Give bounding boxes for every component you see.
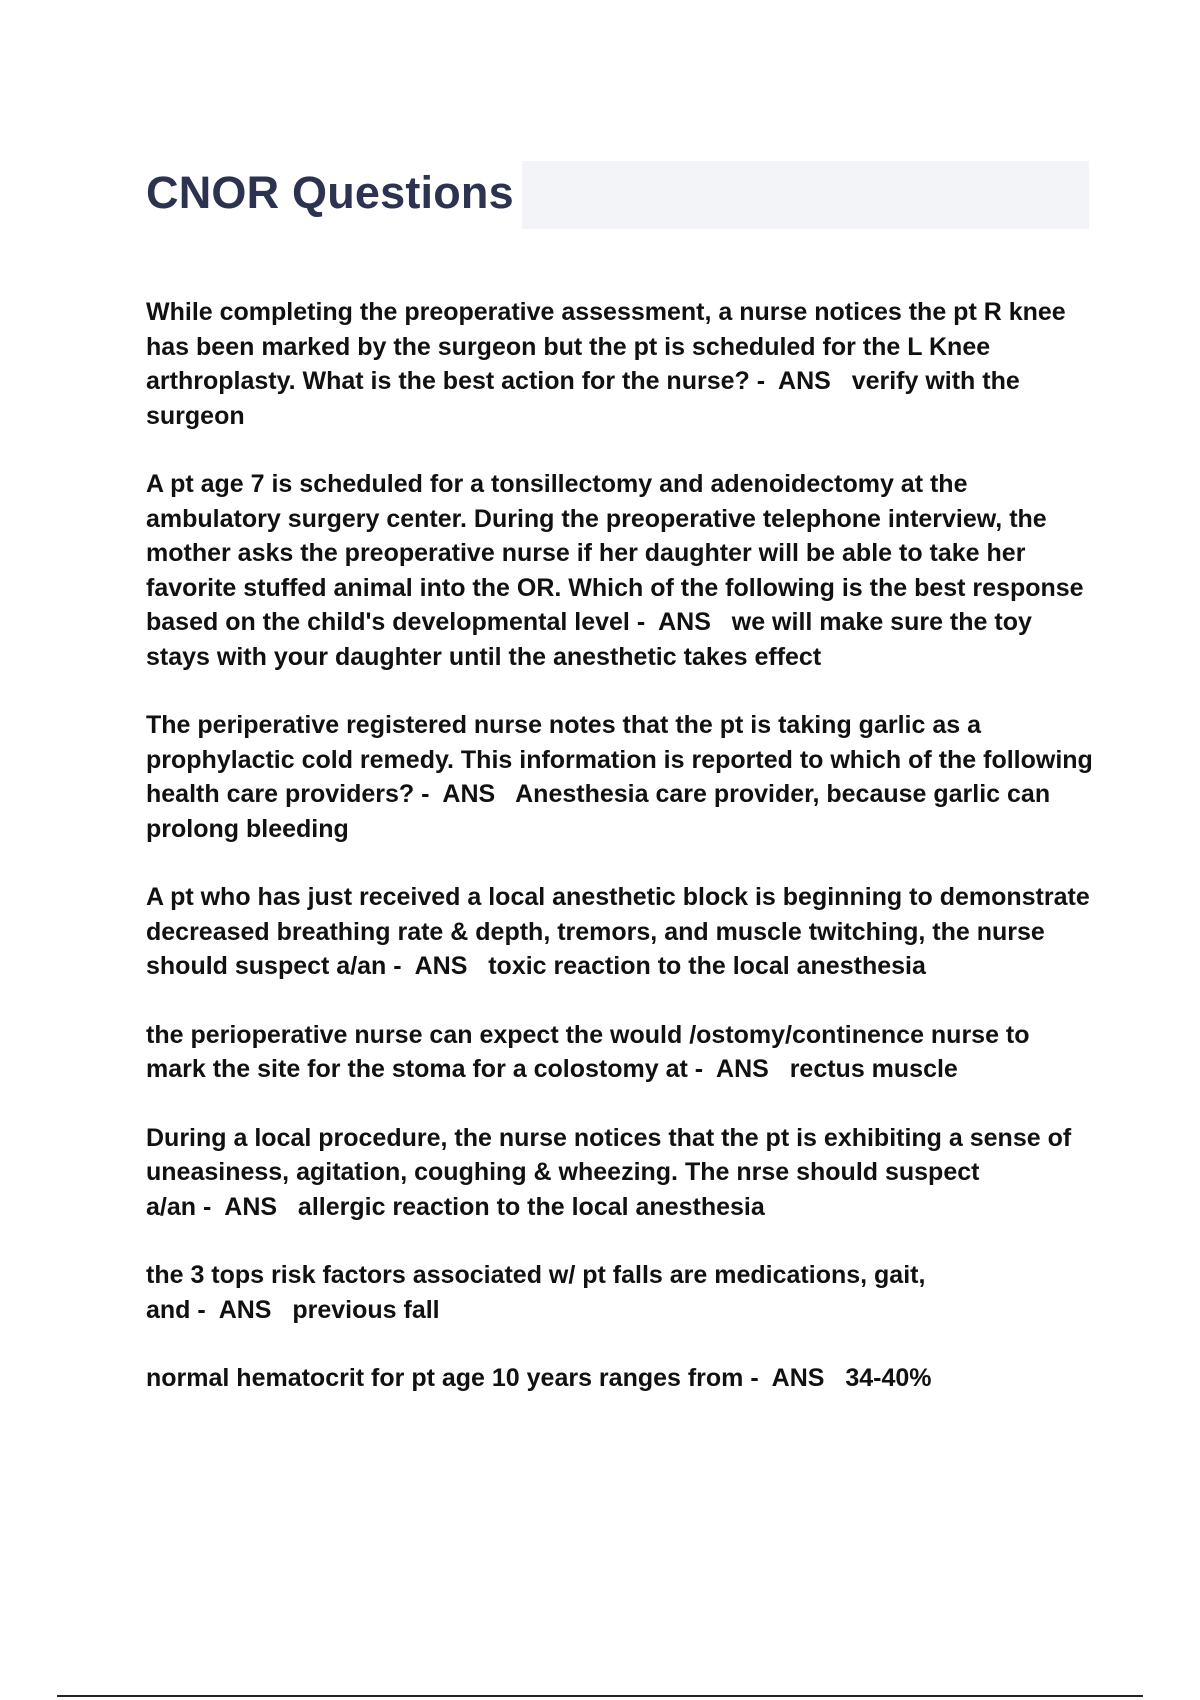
question-text: While completing the preoperative assessment, a nurse notices the pt R knee has been marked by the surgeon but the pt is scheduled for the L Knee arthroplasty. What is the best action for the nurse? [146, 298, 1073, 395]
ans-label: ANS [442, 780, 496, 808]
answer-text: allergic reaction to the local anesthesia [297, 1192, 765, 1221]
qa-item: the perioperative nurse can expect the would /ostomy/continence nurse to mark the site for the stoma for a colostomy at - ANS rectus muscle [146, 1020, 1037, 1083]
question-text: normal hematocrit for pt age 10 years ranges from [146, 1364, 744, 1392]
answer-text: previous fall [292, 1295, 440, 1324]
answer-text: we will make sure the toy stays with your daughter until the anesthetic takes effect [146, 608, 1039, 671]
qa-item: A pt who has just received a local anesthetic block is beginning to demonstrate decreased breathing rate & depth, tremors, and muscle twitching, the nurse should suspect a/an - ANS toxic reaction to the local anesthesia [146, 883, 1097, 980]
answer-text: 34-40% [845, 1364, 932, 1392]
footer-divider [57, 1695, 1143, 1697]
ans-label: ANS [414, 952, 468, 980]
question-text: During a local procedure, the nurse notices that the pt is exhibiting a sense of uneasiness, agitation, coughing & wheezing. The nrse should suspect a/an [146, 1123, 1079, 1221]
answer-text: toxic reaction to the local anesthesia [488, 952, 926, 980]
qa-item: The periperative registered nurse notes that the pt is taking garlic as a prophylactic cold remedy. This information is reported to which of the following health care providers? - ANS Anesthesia care provider, because garlic can prolong bleeding [146, 711, 1100, 843]
ans-label: ANS [771, 1364, 825, 1392]
ans-label: ANS [658, 608, 711, 636]
answer-text: Anesthesia care provider, because garlic can prolong bleeding [146, 780, 1058, 843]
qa-item: A pt age 7 is scheduled for a tonsillectomy and adenoidectomy at the ambulatory surgery center. During the preoperative telephone interview, the mother asks the preoperative nurse if her daughter will be able to take her favorite stuffed animal into the OR. Which of the following is the best response based on the child's developmental level - ANS we will make sure the toy stays with your daughter until the anesthetic takes effect [146, 470, 1091, 671]
answer-text: verify with the surgeon [146, 367, 1027, 430]
question-text: A pt who has just received a local anesthetic block is beginning to demonstrate decreased breathing rate & depth, tremors, and muscle twitching, the nurse should suspect a/an [146, 883, 1097, 980]
qa-item: the 3 tops risk factors associated w/ pt falls are medications, gait, and - ANS previous fall [146, 1261, 933, 1324]
qa-item: normal hematocrit for pt age 10 years ranges from - ANS 34-40% [146, 1364, 932, 1392]
question-text: The periperative registered nurse notes that the pt is taking garlic as a prophylactic cold remedy. This information is reported to which of the following health care providers? [146, 711, 1100, 808]
question-text: A pt age 7 is scheduled for a tonsillectomy and adenoidectomy at the ambulatory surgery center. During the preoperative telephone interview, the mother asks the preoperative nurse if her daughter will be able to take her favorite stuffed animal into the OR. Which of the following is the best response based on the child's developmental level [146, 470, 1091, 636]
answer-text: rectus muscle [789, 1055, 958, 1083]
qa-item: During a local procedure, the nurse notices that the pt is exhibiting a sense of uneasiness, agitation, coughing & wheezing. The nrse should suspect a/an - ANS allergic reaction to the local anesthesia [146, 1123, 1079, 1221]
question-text: the 3 tops risk factors associated w/ pt falls are medications, gait, and [146, 1261, 933, 1324]
ans-label: ANS [224, 1192, 278, 1221]
ans-label: ANS [716, 1055, 769, 1083]
qa-item: While completing the preoperative assessment, a nurse notices the pt R knee has been marked by the surgeon but the pt is scheduled for the L Knee arthroplasty. What is the best action for the nurse? - ANS verify with the surgeon [146, 298, 1073, 430]
qa-list [146, 295, 1100, 1430]
ans-label: ANS [778, 367, 831, 395]
document-title: CNOR Questions [146, 167, 514, 218]
ans-label: ANS [218, 1295, 272, 1324]
question-text: the perioperative nurse can expect the would /ostomy/continence nurse to mark the site for the stoma for a colostomy at [146, 1020, 1037, 1083]
